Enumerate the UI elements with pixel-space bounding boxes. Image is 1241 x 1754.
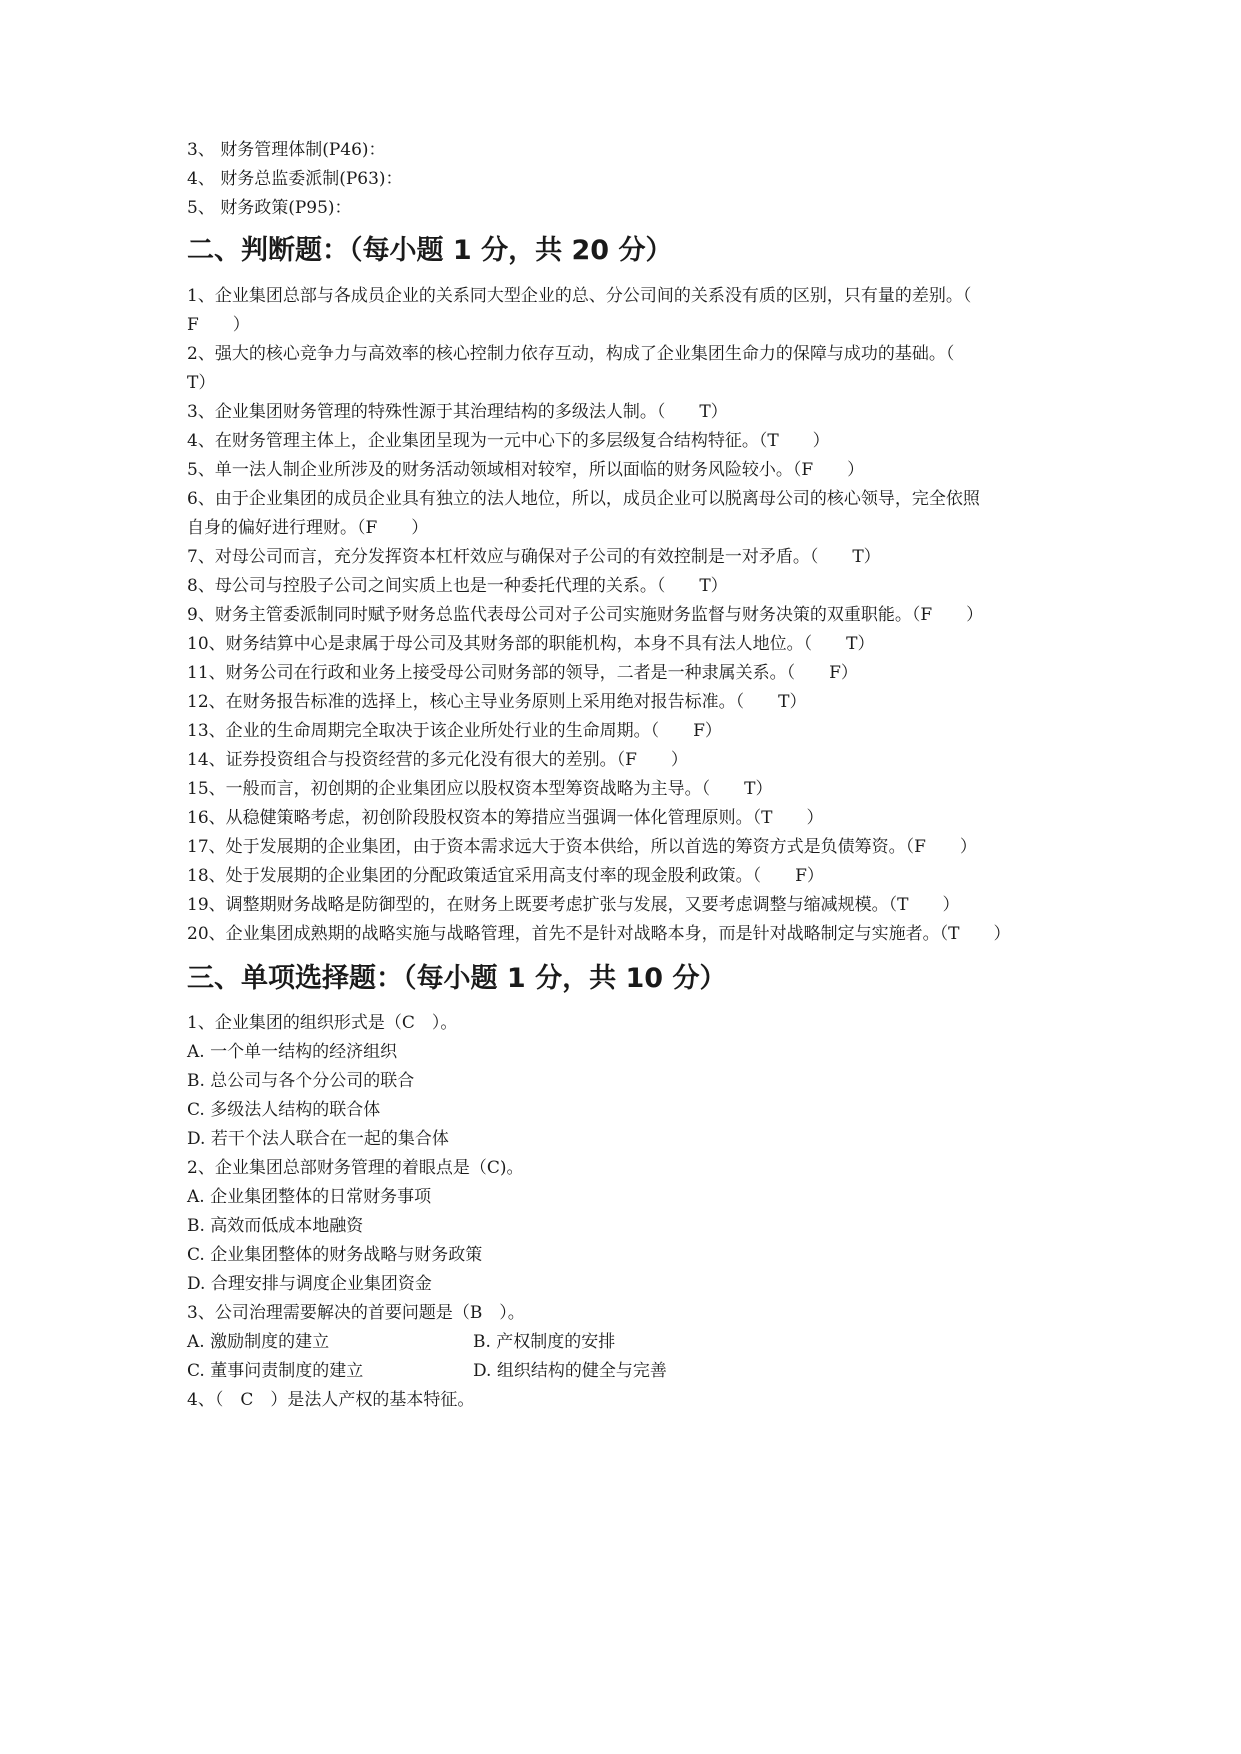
tf-item-17: 17、处于发展期的企业集团，由于资本需求远大于资本供给，所以首选的筹资方式是负债筹资。（F ）	[187, 837, 977, 857]
tf-item-6-cont: 自身的偏好进行理财。（F ）	[187, 518, 429, 538]
section-heading-single-choice: 三、单项选择题：（每小题 1 分，共 10 分）	[187, 963, 727, 994]
tf-item-11: 11、财务公司在行政和业务上接受母公司财务部的领导，二者是一种隶属关系。（ F）	[187, 663, 858, 683]
term-4: 4、 财务总监委派制(P63)：	[187, 169, 403, 189]
tf-item-1-answer: F ）	[187, 315, 250, 335]
tf-item-8: 8、母公司与控股子公司之间实质上也是一种委托代理的关系。（ T）	[187, 576, 728, 596]
term-5: 5、 财务政策(P95)：	[187, 198, 352, 218]
tf-item-2-answer: T）	[187, 373, 216, 393]
mc-q1-option-c: C. 多级法人结构的联合体	[187, 1100, 381, 1120]
tf-item-3: 3、企业集团财务管理的特殊性源于其治理结构的多级法人制。（ T）	[187, 402, 728, 422]
mc-q1: 1、企业集团的组织形式是（C ）。	[187, 1013, 458, 1033]
mc-q2-option-c: C. 企业集团整体的财务战略与财务政策	[187, 1245, 483, 1265]
tf-item-19: 19、调整期财务战略是防御型的，在财务上既要考虑扩张与发展，又要考虑调整与缩减规模。（T ）	[187, 895, 960, 915]
mc-q4: 4、（ C ）是法人产权的基本特征。	[187, 1390, 475, 1410]
mc-q1-option-a: A. 一个单一结构的经济组织	[187, 1042, 398, 1062]
mc-q3-option-a: A. 激励制度的建立	[187, 1332, 330, 1352]
mc-q1-option-d: D. 若干个法人联合在一起的集合体	[187, 1129, 449, 1149]
mc-q1-option-b: B. 总公司与各个分公司的联合	[187, 1071, 415, 1091]
mc-q2-option-a: A. 企业集团整体的日常财务事项	[187, 1187, 432, 1207]
mc-q2: 2、企业集团总部财务管理的着眼点是（C)。	[187, 1158, 524, 1178]
tf-item-15: 15、一般而言，初创期的企业集团应以股权资本型筹资战略为主导。（ T）	[187, 779, 773, 799]
term-3: 3、 财务管理体制(P46)：	[187, 140, 386, 160]
tf-item-5: 5、单一法人制企业所涉及的财务活动领域相对较窄，所以面临的财务风险较小。（F ）	[187, 460, 865, 480]
mc-q3: 3、公司治理需要解决的首要问题是（B ）。	[187, 1303, 525, 1323]
mc-q2-option-b: B. 高效而低成本地融资	[187, 1216, 364, 1236]
mc-q3-option-d: D. 组织结构的健全与完善	[473, 1361, 667, 1381]
mc-q2-option-d: D. 合理安排与调度企业集团资金	[187, 1274, 432, 1294]
tf-item-18: 18、处于发展期的企业集团的分配政策适宜采用高支付率的现金股利政策。（ F）	[187, 866, 824, 886]
tf-item-9: 9、财务主管委派制同时赋予财务总监代表母公司对子公司实施财务监督与财务决策的双重职能。（F ）	[187, 605, 984, 625]
tf-item-7: 7、对母公司而言，充分发挥资本杠杆效应与确保对子公司的有效控制是一对矛盾。（ T）	[187, 547, 881, 567]
tf-item-1: 1、企业集团总部与各成员企业的关系同大型企业的总、分公司间的关系没有质的区别，只有量的差别。（	[187, 286, 972, 306]
tf-item-4: 4、在财务管理主体上，企业集团呈现为一元中心下的多层级复合结构特征。（T ）	[187, 431, 830, 451]
tf-item-13: 13、企业的生命周期完全取决于该企业所处行业的生命周期。（ F）	[187, 721, 722, 741]
tf-item-12: 12、在财务报告标准的选择上，核心主导业务原则上采用绝对报告标准。（ T）	[187, 692, 807, 712]
tf-item-16: 16、从稳健策略考虑，初创阶段股权资本的筹措应当强调一体化管理原则。（T ）	[187, 808, 824, 828]
tf-item-20: 20、企业集团成熟期的战略实施与战略管理，首先不是针对战略本身，而是针对战略制定与实施者。（T ）	[187, 924, 1011, 944]
mc-q3-option-c: C. 董事问责制度的建立	[187, 1361, 364, 1381]
tf-item-14: 14、证券投资组合与投资经营的多元化没有很大的差别。（F ）	[187, 750, 688, 770]
tf-item-10: 10、财务结算中心是隶属于母公司及其财务部的职能机构，本身不具有法人地位。（ T）	[187, 634, 875, 654]
section-heading-true-false: 二、判断题：（每小题 1 分，共 20 分）	[187, 235, 673, 266]
tf-item-6: 6、由于企业集团的成员企业具有独立的法人地位，所以，成员企业可以脱离母公司的核心领导，完全依照	[187, 489, 980, 509]
mc-q3-option-b: B. 产权制度的安排	[473, 1332, 616, 1352]
tf-item-2: 2、强大的核心竞争力与高效率的核心控制力依存互动，构成了企业集团生命力的保障与成功的基础。（	[187, 344, 955, 364]
